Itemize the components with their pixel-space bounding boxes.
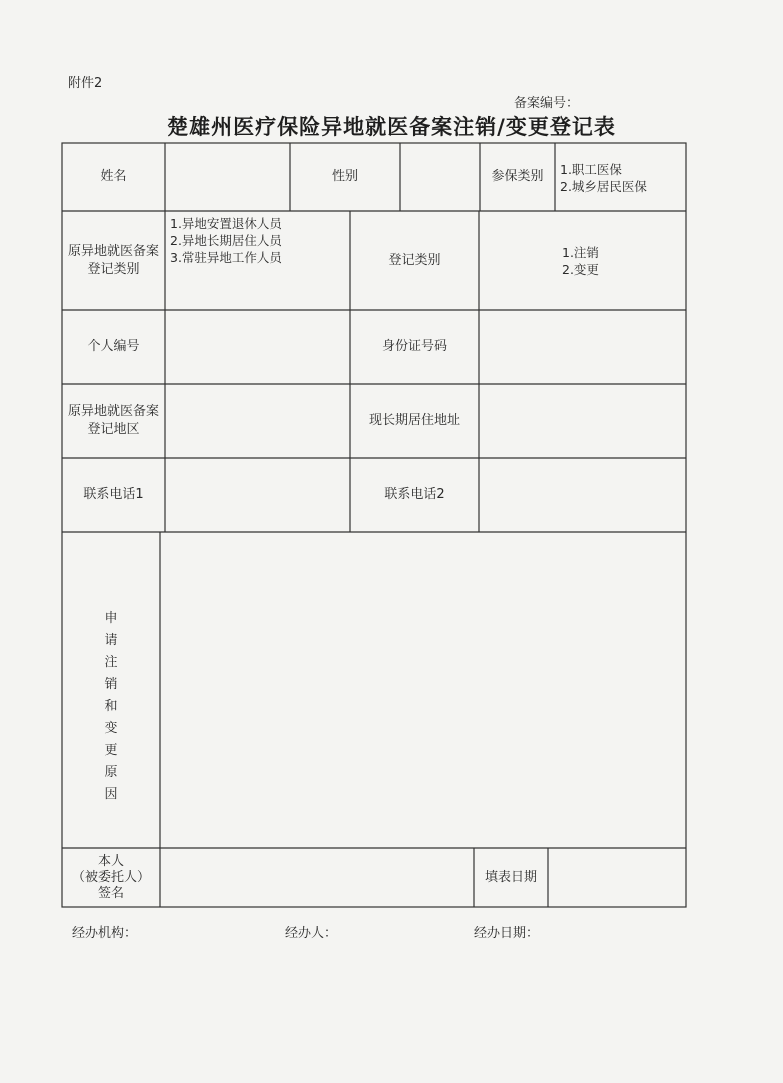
phone1-label: 联系电话1	[83, 487, 144, 502]
reg-type-options[interactable]	[562, 244, 662, 278]
signature-label-line1: 本人	[97, 853, 124, 869]
id-no-field[interactable]	[480, 311, 685, 383]
reg-type-option-1[interactable]: 1.注销	[562, 245, 599, 260]
fill-date-label: 填表日期	[484, 869, 537, 885]
gender-field[interactable]	[401, 144, 479, 210]
reg-type-label: 登记类别	[388, 252, 441, 268]
current-address-field[interactable]	[480, 385, 685, 457]
signature-label-line2: （被委托人）	[71, 869, 150, 885]
personal-no-label: 个人编号	[87, 339, 140, 354]
orig-category-option-1[interactable]: 1.异地安置退休人员	[170, 216, 282, 231]
phone2-field[interactable]	[480, 459, 685, 531]
signature-label-line3: 签名	[97, 885, 124, 901]
record-number-label: 备案编号：	[514, 96, 580, 111]
phone2-label: 联系电话2	[384, 487, 445, 502]
name-field[interactable]	[166, 144, 289, 210]
insurance-type-label: 参保类别	[491, 169, 544, 184]
form-title: 楚雄州医疗保险异地就医备案注销/变更登记表	[167, 115, 616, 139]
insurance-option-1[interactable]: 1.职工医保	[560, 162, 622, 177]
reason-label-text: 申 请 注 销 和 变 更 原 因	[104, 611, 118, 802]
id-no-label: 身份证号码	[381, 339, 447, 354]
orig-category-option-3[interactable]: 3.常驻异地工作人员	[170, 250, 282, 265]
fill-date-field[interactable]	[549, 849, 685, 906]
orig-category-label: 原异地就医备案登记类别	[67, 243, 159, 277]
insurance-type-options[interactable]	[560, 161, 684, 195]
insurance-option-2[interactable]: 2.城乡居民医保	[560, 179, 647, 194]
personal-no-field[interactable]	[166, 311, 349, 383]
orig-region-field[interactable]	[166, 385, 349, 457]
reason-field[interactable]	[161, 533, 685, 847]
attachment-label: 附件2	[68, 76, 103, 91]
phone1-field[interactable]	[166, 459, 349, 531]
current-address-label: 现长期居住地址	[368, 413, 460, 428]
handle-date-label: 经办日期：	[474, 926, 540, 941]
gender-label: 性别	[331, 169, 358, 184]
signature-field[interactable]	[161, 849, 473, 906]
signature-label	[62, 848, 160, 907]
reg-type-option-2[interactable]: 2.变更	[562, 262, 599, 277]
agency-label: 经办机构：	[72, 926, 138, 941]
reason-label	[101, 608, 121, 806]
handler-label: 经办人：	[285, 926, 338, 941]
name-label: 姓名	[100, 169, 127, 184]
orig-category-option-2[interactable]: 2.异地长期居住人员	[170, 233, 282, 248]
orig-category-options[interactable]	[170, 215, 348, 266]
orig-region-label: 原异地就医备案登记地区	[67, 404, 159, 437]
